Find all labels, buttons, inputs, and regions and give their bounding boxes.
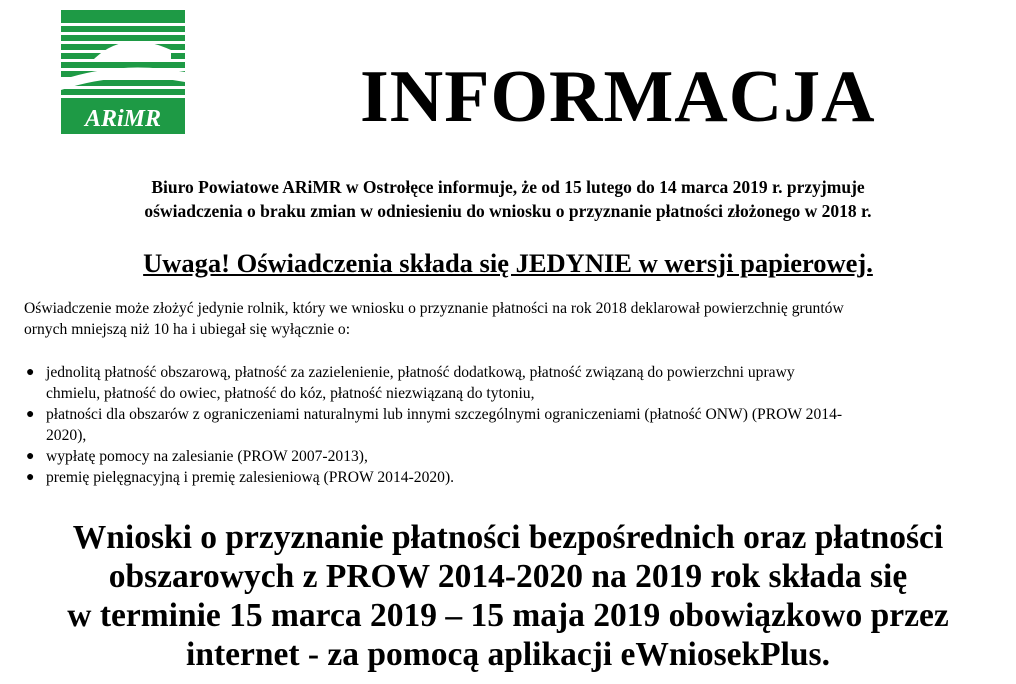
logo-text: ARiMR xyxy=(84,106,162,132)
list-item xyxy=(24,446,1014,467)
announcement-line: internet - za pomocą aplikacji eWniosekPlus. xyxy=(186,636,830,673)
deadline-announcement xyxy=(10,518,1006,674)
announcement-line: Wnioski o przyznanie płatności bezpośrednich oraz płatności xyxy=(72,519,944,556)
list-item-line: płatności dla obszarów z ograniczeniami naturalnymi lub innymi szczególnymi ograniczeniami (płatność ONW) (PROW 2014- xyxy=(46,406,843,423)
announcement-line: obszarowych z PROW 2014-2020 na 2019 rok składa się xyxy=(108,558,908,595)
eligibility-list xyxy=(24,362,1014,488)
list-item-line: wypłatę pomocy na zalesianie (PROW 2007-2013), xyxy=(46,448,368,465)
intro-line: Biuro Powiatowe ARiMR w Ostrołęce informuje, że od 15 lutego do 14 marca 2019 r. przyjmuje xyxy=(151,177,865,197)
intro-line: oświadczenia o braku zmian w odniesieniu do wniosku o przyznanie płatności złożonego w 2018 r. xyxy=(144,201,872,221)
list-item-line: chmielu, płatność do owiec, płatność do kóz, płatność niezwiązaną do tytoniu, xyxy=(46,385,535,402)
list-item xyxy=(24,404,1014,446)
notice-heading: Uwaga! Oświadczenia składa się JEDYNIE w wersji papierowej. xyxy=(143,248,873,278)
arimr-logo xyxy=(61,10,185,134)
bullet-icon: ● xyxy=(26,449,35,464)
list-item-line: premię pielęgnacyjną i premię zalesieniową (PROW 2014-2020). xyxy=(46,469,455,486)
list-item xyxy=(24,362,1014,404)
bullet-icon: ● xyxy=(26,365,35,380)
list-item xyxy=(24,467,1014,488)
intro-text xyxy=(40,175,976,223)
arimr-logo-graphic xyxy=(61,10,185,134)
announcement-line: w terminie 15 marca 2019 – 15 maja 2019 obowiązkowo przez xyxy=(67,597,949,634)
eligibility-paragraph xyxy=(24,298,1014,340)
page-title: INFORMACJA xyxy=(360,56,876,138)
bullet-icon: ● xyxy=(26,470,35,485)
paragraph-line: Oświadczenie może złożyć jedynie rolnik, który we wniosku o przyznanie płatności na rok 2018 deklarował powierzchnię gruntów xyxy=(24,300,844,317)
paragraph-line: ornych mniejszą niż 10 ha i ubiegał się wyłącznie o: xyxy=(24,321,351,338)
list-item-line: jednolitą płatność obszarową, płatność za zazielenienie, płatność dodatkową, płatność związaną do powierzchni uprawy xyxy=(46,364,795,381)
bullet-icon: ● xyxy=(26,407,35,422)
list-item-line: 2020), xyxy=(46,427,87,444)
